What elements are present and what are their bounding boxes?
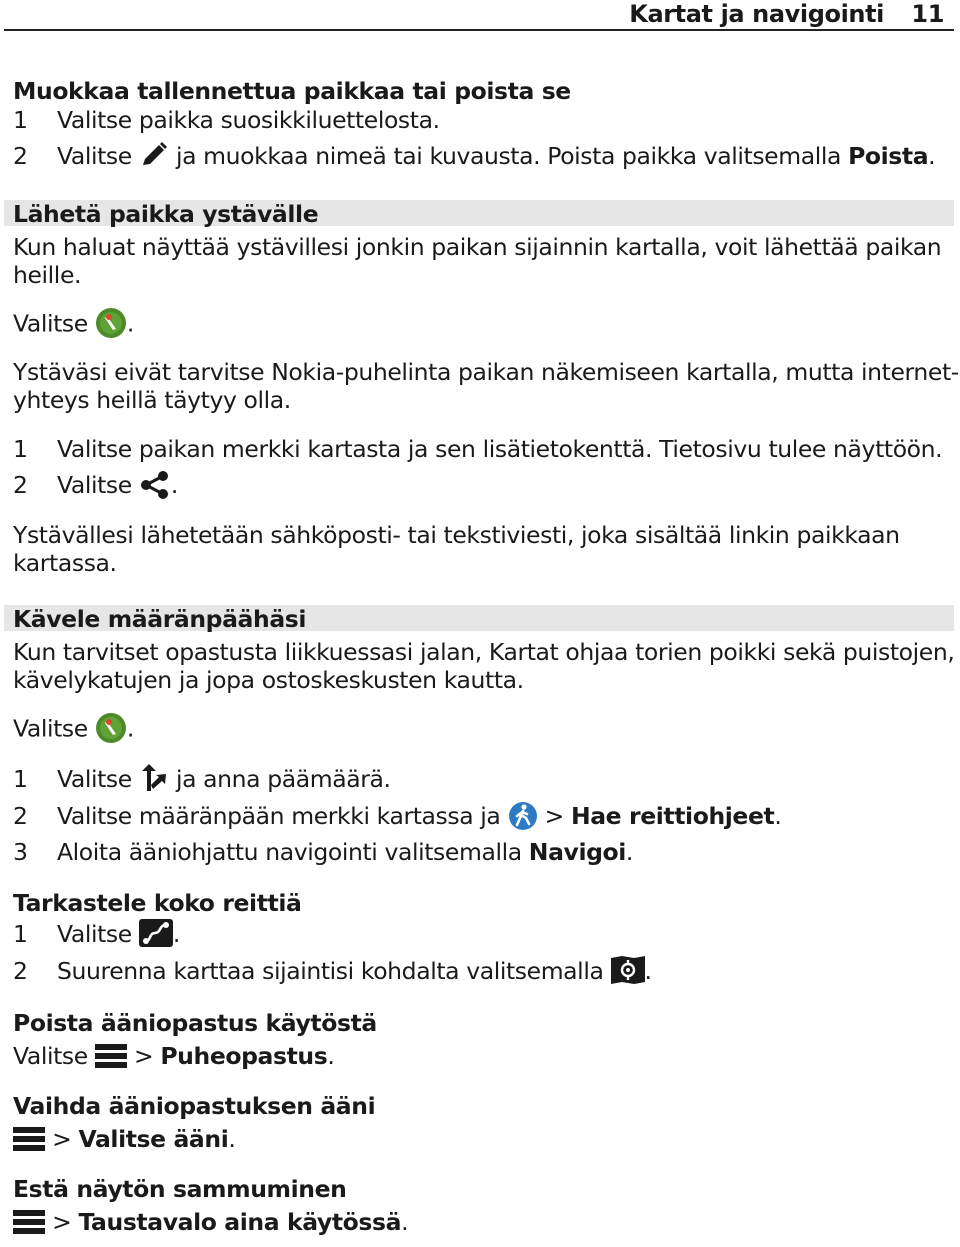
section-heading-disable-voice: Poista ääniopastus käytöstä: [13, 1009, 377, 1037]
instruction-line: > Taustavalo aina käytössä.: [13, 1208, 408, 1238]
step-text: Valitse paikan merkki kartasta ja sen lisätietokenttä. Tietosivu tulee näyttöön.: [57, 435, 943, 463]
walking-person-icon: [508, 801, 538, 831]
step-text: Suurenna karttaa sijaintisi kohdalta valitsemalla .: [57, 957, 652, 985]
page-number: 11: [911, 0, 944, 28]
step-number: 1: [13, 435, 28, 463]
paragraph-line: Kun haluat näyttää ystävillesi jonkin paikan sijainnin kartalla, voit lähettää paikan: [13, 233, 942, 261]
step-number: 2: [13, 802, 28, 830]
step-number: 1: [13, 765, 28, 793]
section-heading-edit-place: Muokkaa tallennettua paikkaa tai poista se: [13, 77, 571, 105]
select-maps-line: Valitse .: [13, 309, 134, 341]
page-header: [0, 0, 960, 30]
step-text: Valitse ja anna päämäärä.: [57, 765, 391, 796]
paragraph-line: yhteys heillä täytyy olla.: [13, 386, 291, 414]
step-number: 2: [13, 471, 28, 499]
header-title: Kartat ja navigointi: [629, 0, 884, 28]
menu-icon: [13, 1208, 45, 1236]
menu-icon: [13, 1125, 45, 1153]
paragraph-line: kartassa.: [13, 549, 117, 577]
maps-compass-app-icon: [95, 307, 127, 339]
step-text: Valitse .: [57, 920, 180, 948]
header-divider: [4, 29, 954, 31]
directions-icon: [139, 763, 169, 793]
paragraph-line: Ystäväsi eivät tarvitse Nokia-puhelinta paikan näkemiseen kartalla, mutta internet-: [13, 358, 959, 386]
share-icon: [139, 471, 171, 499]
paragraph-line: kävelykatujen ja jopa ostoskeskusten kautta.: [13, 666, 524, 694]
step-number: 3: [13, 838, 28, 866]
section-heading-change-voice: Vaihda ääniopastuksen ääni: [13, 1092, 376, 1120]
section-heading-prevent-screen-off: Estä näytön sammuminen: [13, 1175, 347, 1203]
section-heading-send-place: Lähetä paikka ystävälle: [13, 200, 319, 228]
pencil-icon: [139, 141, 169, 169]
step-text: Valitse määränpään merkki kartassa ja > Hae reittiohjeet.: [57, 802, 782, 830]
paragraph-line: Ystävällesi lähetetään sähköposti- tai tekstiviesti, joka sisältää linkin paikkaan: [13, 521, 900, 549]
section-heading-route-overview: Tarkastele koko reittiä: [13, 889, 302, 917]
step-number: 1: [13, 106, 28, 134]
step-number: 1: [13, 920, 28, 948]
step-text: Valitse ja muokkaa nimeä tai kuvausta. Poista paikka valitsemalla Poista.: [57, 142, 936, 170]
paragraph-line: heille.: [13, 261, 82, 289]
paragraph-line: Kun tarvitset opastusta liikkuessasi jalan, Kartat ohjaa torien poikki sekä puistojen,: [13, 638, 955, 666]
menu-icon: [95, 1042, 127, 1070]
route-overview-icon: [139, 919, 173, 947]
step-text: Valitse paikka suosikkiluettelosta.: [57, 106, 440, 134]
step-number: 2: [13, 142, 28, 170]
section-heading-walk: Kävele määränpäähäsi: [13, 605, 307, 633]
instruction-line: > Valitse ääni.: [13, 1125, 235, 1155]
locate-position-icon: [611, 956, 645, 984]
instruction-line: Valitse > Puheopastus.: [13, 1042, 335, 1070]
select-maps-line: Valitse .: [13, 714, 134, 746]
step-number: 2: [13, 957, 28, 985]
maps-compass-app-icon: [95, 712, 127, 744]
step-text: Aloita ääniohjattu navigointi valitsemalla Navigoi.: [57, 838, 633, 866]
step-text: Valitse .: [57, 471, 178, 499]
